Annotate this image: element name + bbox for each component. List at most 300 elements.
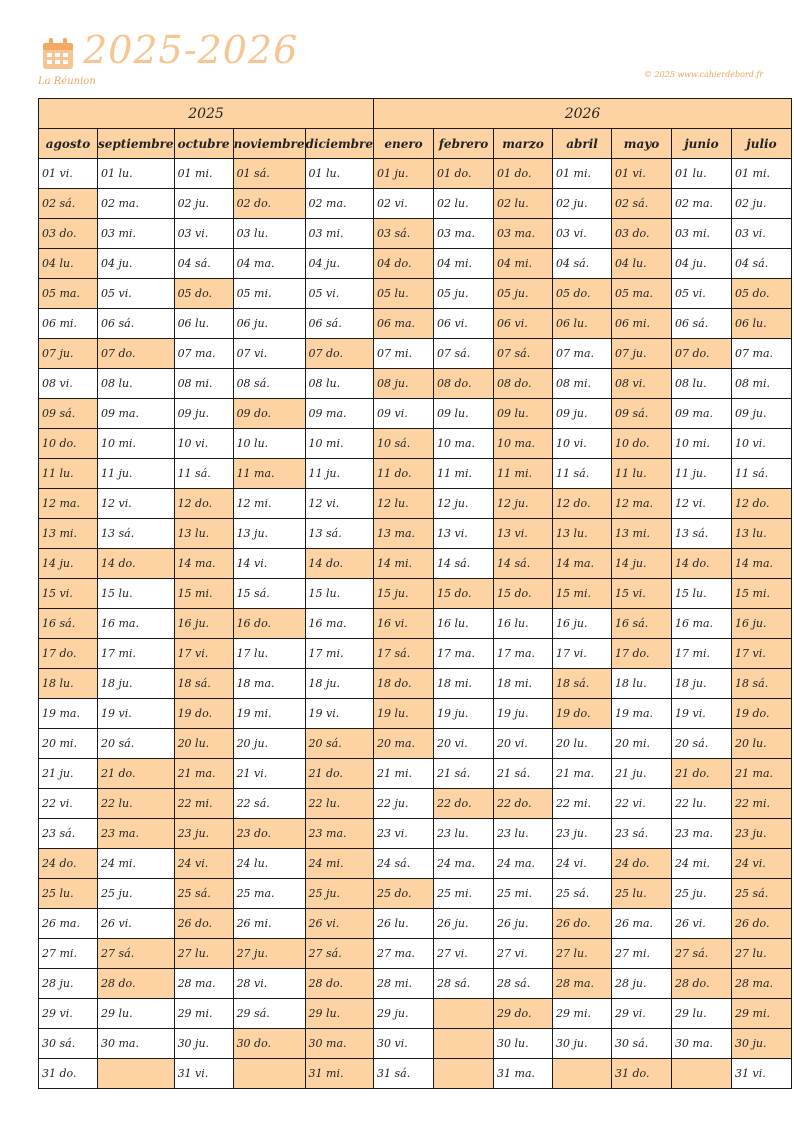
day-cell: 06 mi.: [39, 309, 98, 339]
day-cell: 22 do.: [434, 789, 494, 819]
day-cell: 15 lu.: [98, 579, 175, 609]
day-cell: 09 ma.: [305, 399, 374, 429]
table-row: [39, 609, 792, 639]
table-row: [39, 369, 792, 399]
day-cell: 05 do.: [553, 279, 612, 309]
day-cell: 04 ju.: [672, 249, 732, 279]
empty-day-cell: [672, 1059, 732, 1089]
day-cell: 02 do.: [233, 189, 305, 219]
table-row: [39, 279, 792, 309]
day-cell: 13 lu.: [553, 519, 612, 549]
day-cell: 27 mi.: [39, 939, 98, 969]
month-header: diciembre: [305, 129, 374, 159]
day-cell: 12 do.: [732, 489, 792, 519]
day-cell: 05 vi.: [672, 279, 732, 309]
day-cell: 06 sá.: [672, 309, 732, 339]
day-cell: 28 ju.: [612, 969, 672, 999]
day-cell: 15 vi.: [39, 579, 98, 609]
table-row: [39, 909, 792, 939]
day-cell: 26 ju.: [434, 909, 494, 939]
day-cell: 13 sá.: [98, 519, 175, 549]
day-cell: 17 do.: [39, 639, 98, 669]
day-cell: 10 ma.: [494, 429, 553, 459]
day-cell: 08 mi.: [732, 369, 792, 399]
day-cell: 29 mi.: [174, 999, 233, 1029]
day-cell: 05 ju.: [494, 279, 553, 309]
day-cell: 08 mi.: [174, 369, 233, 399]
day-cell: 02 sá.: [612, 189, 672, 219]
day-cell: 17 ma.: [494, 639, 553, 669]
day-cell: 03 mi.: [672, 219, 732, 249]
empty-day-cell: [233, 1059, 305, 1089]
day-cell: 14 sá.: [494, 549, 553, 579]
day-cell: 06 lu.: [174, 309, 233, 339]
day-cell: 14 vi.: [233, 549, 305, 579]
day-cell: 11 ju.: [98, 459, 175, 489]
day-cell: 13 lu.: [732, 519, 792, 549]
day-cell: 26 ma.: [612, 909, 672, 939]
day-cell: 16 sá.: [612, 609, 672, 639]
day-cell: 24 sá.: [374, 849, 434, 879]
day-cell: 31 mi.: [305, 1059, 374, 1089]
table-row: [39, 159, 792, 189]
day-cell: 31 do.: [612, 1059, 672, 1089]
day-cell: 13 vi.: [434, 519, 494, 549]
day-cell: 10 mi.: [305, 429, 374, 459]
day-cell: 02 lu.: [434, 189, 494, 219]
day-cell: 04 mi.: [494, 249, 553, 279]
day-cell: 28 ma.: [732, 969, 792, 999]
table-row: [39, 669, 792, 699]
day-cell: 08 vi.: [612, 369, 672, 399]
day-cell: 29 lu.: [98, 999, 175, 1029]
day-cell: 12 ju.: [494, 489, 553, 519]
day-cell: 07 mi.: [374, 339, 434, 369]
day-cell: 05 lu.: [374, 279, 434, 309]
day-cell: 17 ma.: [434, 639, 494, 669]
day-cell: 25 sá.: [553, 879, 612, 909]
day-cell: 25 ju.: [672, 879, 732, 909]
day-cell: 20 mi.: [612, 729, 672, 759]
day-cell: 25 mi.: [494, 879, 553, 909]
day-cell: 22 lu.: [672, 789, 732, 819]
day-cell: 12 lu.: [374, 489, 434, 519]
table-row: [39, 519, 792, 549]
day-cell: 20 sá.: [672, 729, 732, 759]
calendar-table: [38, 98, 792, 1089]
day-cell: 13 sá.: [305, 519, 374, 549]
day-cell: 16 lu.: [434, 609, 494, 639]
day-cell: 14 do.: [305, 549, 374, 579]
day-cell: 26 lu.: [374, 909, 434, 939]
day-cell: 12 ju.: [434, 489, 494, 519]
day-cell: 15 mi.: [553, 579, 612, 609]
year-header: 2026: [374, 99, 792, 129]
day-cell: 05 ma.: [612, 279, 672, 309]
table-row: [39, 999, 792, 1029]
day-cell: 25 mi.: [434, 879, 494, 909]
day-cell: 23 do.: [233, 819, 305, 849]
day-cell: 19 do.: [553, 699, 612, 729]
day-cell: 25 lu.: [612, 879, 672, 909]
day-cell: 09 vi.: [374, 399, 434, 429]
day-cell: 04 do.: [374, 249, 434, 279]
day-cell: 03 do.: [39, 219, 98, 249]
day-cell: 23 ju.: [174, 819, 233, 849]
day-cell: 10 mi.: [98, 429, 175, 459]
day-cell: 31 vi.: [174, 1059, 233, 1089]
day-cell: 01 ju.: [374, 159, 434, 189]
day-cell: 19 mi.: [233, 699, 305, 729]
day-cell: 06 ma.: [374, 309, 434, 339]
day-cell: 16 sá.: [39, 609, 98, 639]
day-cell: 30 ma.: [98, 1029, 175, 1059]
day-cell: 26 vi.: [305, 909, 374, 939]
month-header: noviembre: [233, 129, 305, 159]
day-cell: 18 lu.: [612, 669, 672, 699]
day-cell: 21 do.: [672, 759, 732, 789]
day-cell: 27 vi.: [494, 939, 553, 969]
day-cell: 01 vi.: [612, 159, 672, 189]
day-cell: 27 vi.: [434, 939, 494, 969]
day-cell: 31 sá.: [374, 1059, 434, 1089]
day-cell: 18 sá.: [174, 669, 233, 699]
table-row: [39, 489, 792, 519]
day-cell: 16 vi.: [374, 609, 434, 639]
day-cell: 25 sá.: [732, 879, 792, 909]
day-cell: 18 ju.: [305, 669, 374, 699]
day-cell: 12 mi.: [233, 489, 305, 519]
day-cell: 26 do.: [553, 909, 612, 939]
day-cell: 14 ma.: [174, 549, 233, 579]
day-cell: 24 lu.: [233, 849, 305, 879]
day-cell: 04 mi.: [434, 249, 494, 279]
day-cell: 06 vi.: [434, 309, 494, 339]
day-cell: 04 ju.: [98, 249, 175, 279]
day-cell: 14 ju.: [612, 549, 672, 579]
day-cell: 03 lu.: [233, 219, 305, 249]
month-header: enero: [374, 129, 434, 159]
day-cell: 03 mi.: [98, 219, 175, 249]
day-cell: 25 lu.: [39, 879, 98, 909]
day-cell: 07 ju.: [612, 339, 672, 369]
day-cell: 08 lu.: [672, 369, 732, 399]
day-cell: 27 ju.: [233, 939, 305, 969]
day-cell: 25 ju.: [305, 879, 374, 909]
day-cell: 24 vi.: [174, 849, 233, 879]
year-header-row: [39, 99, 792, 129]
day-cell: 19 vi.: [98, 699, 175, 729]
day-cell: 22 ju.: [374, 789, 434, 819]
day-cell: 26 do.: [174, 909, 233, 939]
day-cell: 26 mi.: [233, 909, 305, 939]
day-cell: 03 ma.: [494, 219, 553, 249]
day-cell: 01 do.: [434, 159, 494, 189]
day-cell: 21 ma.: [553, 759, 612, 789]
day-cell: 28 ma.: [174, 969, 233, 999]
day-cell: 07 ju.: [39, 339, 98, 369]
day-cell: 19 lu.: [374, 699, 434, 729]
day-cell: 14 sá.: [434, 549, 494, 579]
day-cell: 09 do.: [233, 399, 305, 429]
day-cell: 18 mi.: [494, 669, 553, 699]
day-cell: 24 vi.: [553, 849, 612, 879]
day-cell: 23 ma.: [672, 819, 732, 849]
day-cell: 21 ju.: [612, 759, 672, 789]
day-cell: 12 vi.: [305, 489, 374, 519]
day-cell: 03 do.: [612, 219, 672, 249]
day-cell: 11 ma.: [233, 459, 305, 489]
day-cell: 13 lu.: [174, 519, 233, 549]
day-cell: 16 do.: [233, 609, 305, 639]
day-cell: 11 ju.: [305, 459, 374, 489]
day-cell: 14 ma.: [732, 549, 792, 579]
month-header: agosto: [39, 129, 98, 159]
day-cell: 07 ma.: [732, 339, 792, 369]
day-cell: 28 do.: [305, 969, 374, 999]
day-cell: 09 ma.: [672, 399, 732, 429]
day-cell: 07 do.: [98, 339, 175, 369]
day-cell: 08 sá.: [233, 369, 305, 399]
day-cell: 20 mi.: [39, 729, 98, 759]
day-cell: 10 mi.: [672, 429, 732, 459]
day-cell: 10 do.: [612, 429, 672, 459]
day-cell: 29 vi.: [39, 999, 98, 1029]
day-cell: 15 do.: [494, 579, 553, 609]
day-cell: 23 sá.: [39, 819, 98, 849]
day-cell: 19 vi.: [672, 699, 732, 729]
empty-day-cell: [434, 999, 494, 1029]
table-row: [39, 1059, 792, 1089]
table-row: [39, 549, 792, 579]
day-cell: 03 vi.: [553, 219, 612, 249]
day-cell: 10 ma.: [434, 429, 494, 459]
day-cell: 26 ma.: [39, 909, 98, 939]
day-cell: 09 lu.: [434, 399, 494, 429]
day-cell: 22 mi.: [174, 789, 233, 819]
day-cell: 01 lu.: [305, 159, 374, 189]
day-cell: 03 vi.: [174, 219, 233, 249]
day-cell: 24 mi.: [98, 849, 175, 879]
day-cell: 28 sá.: [494, 969, 553, 999]
day-cell: 29 sá.: [233, 999, 305, 1029]
day-cell: 18 ju.: [672, 669, 732, 699]
day-cell: 05 do.: [174, 279, 233, 309]
day-cell: 22 mi.: [732, 789, 792, 819]
day-cell: 22 mi.: [553, 789, 612, 819]
day-cell: 15 lu.: [672, 579, 732, 609]
day-cell: 01 lu.: [98, 159, 175, 189]
day-cell: 02 ju.: [732, 189, 792, 219]
day-cell: 17 do.: [612, 639, 672, 669]
day-cell: 06 ju.: [233, 309, 305, 339]
day-cell: 23 ma.: [98, 819, 175, 849]
day-cell: 07 do.: [305, 339, 374, 369]
day-cell: 10 vi.: [732, 429, 792, 459]
day-cell: 28 ma.: [553, 969, 612, 999]
day-cell: 27 lu.: [732, 939, 792, 969]
day-cell: 09 sá.: [612, 399, 672, 429]
day-cell: 24 mi.: [305, 849, 374, 879]
day-cell: 27 lu.: [174, 939, 233, 969]
day-cell: 30 lu.: [494, 1029, 553, 1059]
calendar-body: [39, 159, 792, 1089]
day-cell: 06 vi.: [494, 309, 553, 339]
day-cell: 17 vi.: [174, 639, 233, 669]
day-cell: 12 ma.: [612, 489, 672, 519]
day-cell: 07 ma.: [174, 339, 233, 369]
day-cell: 31 do.: [39, 1059, 98, 1089]
table-row: [39, 459, 792, 489]
day-cell: 18 sá.: [553, 669, 612, 699]
day-cell: 24 ma.: [434, 849, 494, 879]
day-cell: 19 vi.: [305, 699, 374, 729]
day-cell: 01 mi.: [174, 159, 233, 189]
day-cell: 15 sá.: [233, 579, 305, 609]
day-cell: 09 ju.: [732, 399, 792, 429]
day-cell: 17 lu.: [233, 639, 305, 669]
day-cell: 01 do.: [494, 159, 553, 189]
day-cell: 29 lu.: [305, 999, 374, 1029]
day-cell: 29 mi.: [553, 999, 612, 1029]
day-cell: 27 mi.: [612, 939, 672, 969]
day-cell: 13 mi.: [612, 519, 672, 549]
day-cell: 08 vi.: [39, 369, 98, 399]
day-cell: 11 sá.: [732, 459, 792, 489]
calendar-icon: [41, 37, 75, 71]
day-cell: 21 do.: [305, 759, 374, 789]
day-cell: 15 do.: [434, 579, 494, 609]
day-cell: 06 sá.: [305, 309, 374, 339]
day-cell: 26 vi.: [672, 909, 732, 939]
copyright-text: © 2025 www.cahierdebord.fr: [644, 70, 764, 79]
day-cell: 05 ma.: [39, 279, 98, 309]
day-cell: 07 sá.: [494, 339, 553, 369]
day-cell: 30 ju.: [174, 1029, 233, 1059]
day-cell: 22 lu.: [305, 789, 374, 819]
day-cell: 11 do.: [374, 459, 434, 489]
empty-day-cell: [434, 1029, 494, 1059]
day-cell: 12 ma.: [39, 489, 98, 519]
day-cell: 13 mi.: [39, 519, 98, 549]
day-cell: 02 vi.: [374, 189, 434, 219]
month-header: julio: [732, 129, 792, 159]
day-cell: 22 do.: [494, 789, 553, 819]
day-cell: 29 do.: [494, 999, 553, 1029]
day-cell: 08 lu.: [98, 369, 175, 399]
day-cell: 05 vi.: [305, 279, 374, 309]
day-cell: 17 vi.: [732, 639, 792, 669]
day-cell: 18 lu.: [39, 669, 98, 699]
day-cell: 09 lu.: [494, 399, 553, 429]
day-cell: 14 do.: [672, 549, 732, 579]
day-cell: 19 ju.: [434, 699, 494, 729]
day-cell: 08 mi.: [553, 369, 612, 399]
day-cell: 10 lu.: [233, 429, 305, 459]
day-cell: 04 lu.: [39, 249, 98, 279]
region-label: La Réunion: [38, 76, 96, 87]
day-cell: 22 vi.: [612, 789, 672, 819]
day-cell: 24 do.: [39, 849, 98, 879]
day-cell: 29 lu.: [672, 999, 732, 1029]
day-cell: 03 sá.: [374, 219, 434, 249]
day-cell: 09 ju.: [174, 399, 233, 429]
day-cell: 24 ma.: [494, 849, 553, 879]
day-cell: 19 ma.: [39, 699, 98, 729]
day-cell: 09 ju.: [553, 399, 612, 429]
day-cell: 20 sá.: [98, 729, 175, 759]
day-cell: 03 ma.: [434, 219, 494, 249]
day-cell: 23 ju.: [732, 819, 792, 849]
day-cell: 03 vi.: [732, 219, 792, 249]
day-cell: 02 ma.: [672, 189, 732, 219]
table-row: [39, 339, 792, 369]
day-cell: 11 ju.: [672, 459, 732, 489]
day-cell: 04 sá.: [732, 249, 792, 279]
day-cell: 18 sá.: [732, 669, 792, 699]
day-cell: 30 ju.: [732, 1029, 792, 1059]
day-cell: 27 sá.: [672, 939, 732, 969]
table-row: [39, 639, 792, 669]
month-header: febrero: [434, 129, 494, 159]
day-cell: 17 mi.: [672, 639, 732, 669]
day-cell: 22 vi.: [39, 789, 98, 819]
month-header: octubre: [174, 129, 233, 159]
day-cell: 17 sá.: [374, 639, 434, 669]
day-cell: 30 sá.: [39, 1029, 98, 1059]
month-header: junio: [672, 129, 732, 159]
day-cell: 13 vi.: [494, 519, 553, 549]
day-cell: 18 mi.: [434, 669, 494, 699]
day-cell: 07 vi.: [233, 339, 305, 369]
table-row: [39, 219, 792, 249]
day-cell: 02 lu.: [494, 189, 553, 219]
day-cell: 04 ma.: [233, 249, 305, 279]
day-cell: 06 sá.: [98, 309, 175, 339]
year-header: 2025: [39, 99, 374, 129]
day-cell: 22 lu.: [98, 789, 175, 819]
day-cell: 28 do.: [98, 969, 175, 999]
day-cell: 17 mi.: [98, 639, 175, 669]
page-header: [0, 0, 794, 98]
table-row: [39, 399, 792, 429]
month-header: marzo: [494, 129, 553, 159]
day-cell: 07 sá.: [434, 339, 494, 369]
day-cell: 08 ju.: [374, 369, 434, 399]
day-cell: 11 sá.: [553, 459, 612, 489]
day-cell: 12 vi.: [98, 489, 175, 519]
day-cell: 01 sá.: [233, 159, 305, 189]
day-cell: 23 vi.: [374, 819, 434, 849]
day-cell: 12 vi.: [672, 489, 732, 519]
day-cell: 19 do.: [174, 699, 233, 729]
day-cell: 21 sá.: [494, 759, 553, 789]
day-cell: 03 mi.: [305, 219, 374, 249]
day-cell: 23 ma.: [305, 819, 374, 849]
day-cell: 06 mi.: [612, 309, 672, 339]
day-cell: 20 lu.: [553, 729, 612, 759]
day-cell: 17 vi.: [553, 639, 612, 669]
day-cell: 05 vi.: [98, 279, 175, 309]
day-cell: 16 ma.: [672, 609, 732, 639]
day-cell: 28 sá.: [434, 969, 494, 999]
day-cell: 07 ma.: [553, 339, 612, 369]
day-cell: 14 do.: [98, 549, 175, 579]
day-cell: 20 vi.: [434, 729, 494, 759]
day-cell: 18 do.: [374, 669, 434, 699]
day-cell: 13 ma.: [374, 519, 434, 549]
day-cell: 16 ju.: [553, 609, 612, 639]
